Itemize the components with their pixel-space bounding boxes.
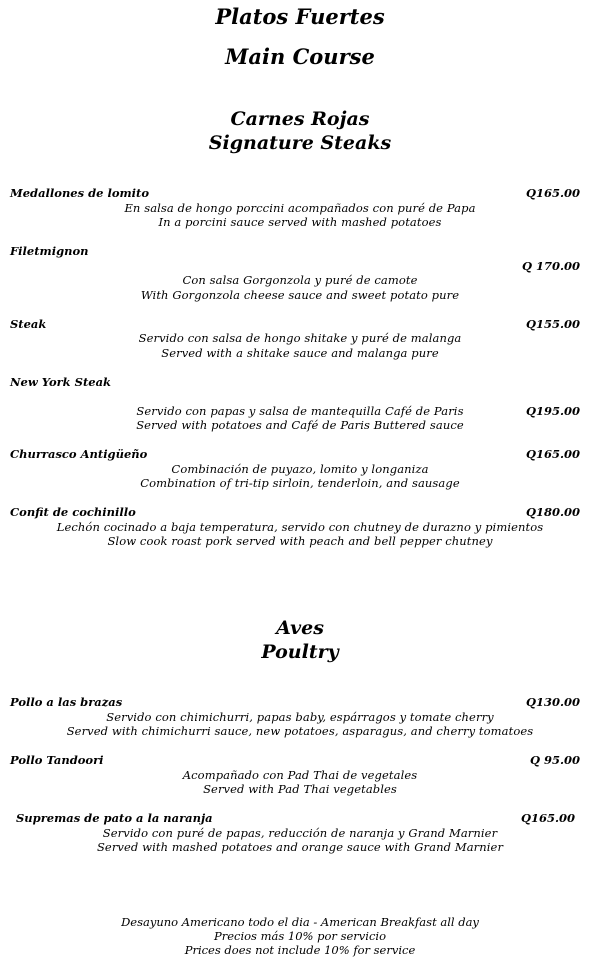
menu-item-name: Steak: [10, 317, 47, 331]
menu-item-name: Filetmignon: [10, 244, 89, 258]
breakfast-note: Desayuno Americano todo el dia - American Breakfast all day: [121, 915, 479, 929]
menu-item-price: Q155.00: [525, 317, 580, 331]
menu-item-description-english: Combination of tri-tip sirloin, tenderloin, and sausage: [140, 476, 460, 490]
menu-item-description-english: With Gorgonzola cheese sauce and sweet potato pure: [140, 288, 460, 302]
service-note-spanish: Precios más 10% por servicio: [213, 929, 387, 943]
menu-item-description-spanish: Servido con salsa de hongo shitake y puré de malanga: [138, 331, 462, 345]
menu-item-description-spanish: Acompañado con Pad Thai de vegetales: [182, 768, 418, 782]
menu-item-description-spanish: Servido con chimichurri, papas baby, espárragos y tomate cherry: [106, 710, 494, 724]
menu-item-description-english: In a porcini sauce served with mashed potatoes: [158, 215, 442, 229]
menu-item-name: New York Steak: [10, 375, 111, 389]
menu-item-price: Q180.00: [525, 505, 580, 519]
menu-item-price: Q165.00: [525, 186, 580, 200]
menu-item-name: Confit de cochinillo: [10, 505, 136, 519]
menu-item-price: Q195.00: [525, 404, 580, 418]
menu-item-name: Pollo a las brazas: [10, 695, 123, 709]
menu-item-name: Medallones de lomito: [10, 186, 150, 200]
menu-item-description-english: Served with chimichurri sauce, new potatoes, asparagus, and cherry tomatoes: [66, 724, 534, 738]
menu-item-name: Churrasco Antigüeño: [10, 447, 148, 461]
menu-item-description-english: Served with potatoes and Café de Paris Buttered sauce: [136, 418, 464, 432]
menu-item-price: Q165.00: [525, 447, 580, 461]
menu-item-description-spanish: En salsa de hongo porccini acompañados con puré de Papa: [124, 201, 476, 215]
menu-item-description-english: Served with mashed potatoes and orange sauce with Grand Marnier: [96, 840, 504, 854]
menu-item-price: Q 95.00: [529, 753, 580, 767]
section-title-spanish: Aves: [276, 617, 324, 639]
section-title-spanish: Carnes Rojas: [230, 108, 370, 130]
menu-item-name: Supremas de pato a la naranja: [16, 811, 213, 825]
menu-item-price: Q165.00: [520, 811, 575, 825]
page-title-english: Main Course: [225, 44, 375, 69]
menu-item-price: Q 170.00: [521, 259, 580, 273]
menu-item-description-english: Served with Pad Thai vegetables: [203, 782, 397, 796]
page-title-spanish: Platos Fuertes: [215, 4, 385, 29]
menu-item-description-spanish: Servido con puré de papas, reducción de naranja y Grand Marnier: [102, 826, 498, 840]
menu-item-description-spanish: Combinación de puyazo, lomito y longaniza: [171, 462, 429, 476]
menu-item-name: Pollo Tandoori: [10, 753, 104, 767]
menu-item-description-spanish: Servido con papas y salsa de mantequilla Café de Paris: [136, 404, 464, 418]
menu-item-price: Q130.00: [525, 695, 580, 709]
section-title-english: Signature Steaks: [208, 132, 392, 154]
menu-item-description-spanish: Lechón cocinado a baja temperatura, servido con chutney de durazno y pimientos: [56, 520, 544, 534]
service-note-english: Prices does not include 10% for service: [184, 943, 416, 957]
menu-item-description-english: Slow cook roast pork served with peach and bell pepper chutney: [107, 534, 493, 548]
section-title-english: Poultry: [261, 641, 339, 663]
menu-item-description-english: Served with a shitake sauce and malanga pure: [161, 346, 439, 360]
menu-item-description-spanish: Con salsa Gorgonzola y puré de camote: [182, 273, 418, 287]
